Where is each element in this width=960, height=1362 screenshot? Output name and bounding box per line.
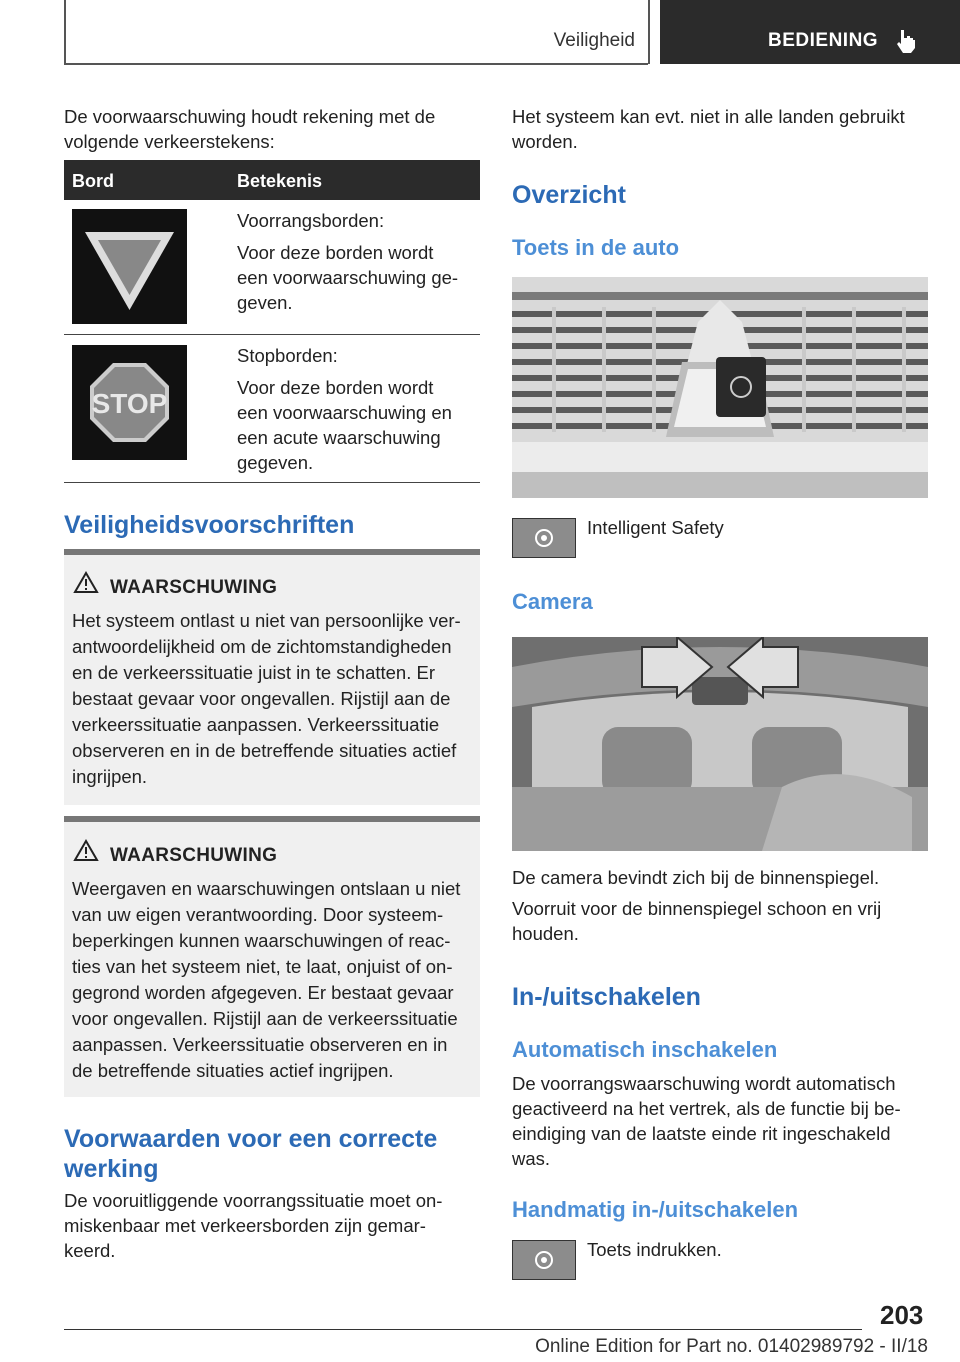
warning2-line: gegrond worden afgegeven. Er bestaat gevaar	[72, 982, 454, 1003]
auto-line: eindiging van de laatste einde rit ingeschakeld	[512, 1123, 891, 1144]
row2-title: Stopborden:	[237, 345, 338, 366]
row2-text-3: een acute waarschuwing	[237, 427, 441, 448]
heading-conditions-2: werking	[64, 1155, 159, 1183]
row1-title: Voorrangsborden:	[237, 210, 385, 231]
footer-rule	[64, 1329, 862, 1330]
dashboard-button-photo	[512, 277, 928, 498]
heading-camera: Camera	[512, 589, 593, 614]
row1-text-1: Voor deze borden wordt	[237, 242, 434, 263]
warning1-line: antwoordelijkheid om de zichtomstandigheden	[72, 636, 452, 657]
row2-text-4: gegeven.	[237, 452, 314, 473]
warning2-line: aanpassen. Verkeerssituatie observeren en in	[72, 1034, 448, 1055]
auto-line: was.	[512, 1148, 551, 1169]
intro-line-2: volgende verkeerstekens:	[64, 131, 275, 152]
page-number: 203	[880, 1300, 924, 1330]
warning1-line: bestaat gevaar voor ongevallen. Rijstijl aan de	[72, 688, 451, 709]
conditions-line: miskenbaar met verkeersborden zijn gemar-	[64, 1215, 426, 1236]
warning2-line: beperkingen kunnen waarschuwingen of reac-	[72, 930, 451, 951]
camera-location-photo	[512, 637, 928, 851]
conditions-line: De vooruitliggende voorrangssituatie moet on-	[64, 1190, 443, 1211]
warning2-line: van uw eigen verantwoording. Door systeem-	[72, 904, 444, 925]
stop-sign-text: STOP	[91, 388, 168, 419]
table-bottom-rule	[64, 482, 480, 483]
row1-text-3: geven.	[237, 292, 293, 313]
stop-sign-icon	[72, 345, 187, 460]
right-intro-1: Het systeem kan evt. niet in alle landen gebruikt	[512, 106, 905, 127]
warning1-line: verkeerssituatie aanpassen. Verkeerssituatie	[72, 714, 440, 735]
warning2-line: Weergaven en waarschuwingen ontslaan u niet	[72, 878, 461, 899]
heading-manual: Handmatig in-/uitschakelen	[512, 1197, 799, 1222]
right-intro-2: worden.	[512, 131, 578, 152]
camera-text-1: De camera bevindt zich bij de binnenspiegel.	[512, 867, 880, 888]
warning1-line: observeren en in de betreffende situaties actief	[72, 740, 457, 761]
warning2-title: WAARSCHUWING	[110, 845, 278, 866]
yield-sign-image	[72, 209, 187, 324]
intelligent-safety-label: Intelligent Safety	[587, 517, 724, 538]
hand-pointer-icon	[894, 28, 918, 54]
heading-overview: Overzicht	[512, 181, 626, 209]
intelligent-safety-button-image	[512, 518, 576, 558]
intelligent-safety-icon	[513, 519, 575, 557]
row2-text-2: een voorwaarschuwing en	[237, 402, 452, 423]
warning2-line: voor ongevallen. Rijstijl aan de verkeerssituatie	[72, 1008, 458, 1029]
yield-sign-icon	[72, 209, 187, 324]
manual-text: Toets indrukken.	[587, 1239, 722, 1260]
warning1-line: ingrijpen.	[72, 766, 148, 787]
warning1-line: Het systeem ontlast u niet van persoonlijke ver-	[72, 610, 461, 631]
row1-text-2: een voorwaarschuwing ge-	[237, 267, 459, 288]
auto-line: De voorrangswaarschuwing wordt automatisch	[512, 1073, 896, 1094]
warning-triangle-icon	[73, 839, 99, 862]
heading-switch: In-/uitschakelen	[512, 983, 701, 1011]
heading-auto: Automatisch inschakelen	[512, 1037, 778, 1062]
auto-line: geactiveerd na het vertrek, als de functie bij be-	[512, 1098, 901, 1119]
warning1-title: WAARSCHUWING	[110, 577, 278, 598]
table-row-divider	[64, 334, 480, 335]
conditions-line: keerd.	[64, 1240, 116, 1261]
table-col-betekenis: Betekenis	[237, 171, 323, 191]
table-col-bord: Bord	[72, 171, 114, 191]
intro-line-1: De voorwaarschuwing houdt rekening met de	[64, 106, 436, 127]
camera-text-2b: houden.	[512, 923, 579, 944]
header-rule	[64, 63, 648, 65]
intelligent-safety-icon	[513, 1241, 575, 1279]
stop-sign-image	[72, 345, 187, 460]
heading-conditions-1: Voorwaarden voor een correcte	[64, 1125, 438, 1153]
header-left-border	[64, 0, 66, 64]
manual-button-image	[512, 1240, 576, 1280]
header-section: Veiligheid	[553, 30, 635, 51]
heading-safety: Veiligheidsvoorschriften	[64, 511, 355, 539]
warning1-line: en de verkeerssituatie juist in te schatten. Er	[72, 662, 435, 683]
heading-button-in-car: Toets in de auto	[512, 235, 680, 260]
footer-edition: Online Edition for Part no. 01402989792 - II/18	[535, 1336, 928, 1357]
warning2-line: de betreffende situaties actief ingrijpen.	[72, 1060, 394, 1081]
warning-triangle-icon	[73, 571, 99, 594]
warning2-line: ties van het systeem niet, te laat, onjuist of on-	[72, 956, 453, 977]
header-divider	[648, 0, 650, 64]
camera-text-2a: Voorruit voor de binnenspiegel schoon en vrij	[512, 898, 882, 919]
header-chapter-label: BEDIENING	[768, 30, 879, 51]
row2-text-1: Voor deze borden wordt	[237, 377, 434, 398]
